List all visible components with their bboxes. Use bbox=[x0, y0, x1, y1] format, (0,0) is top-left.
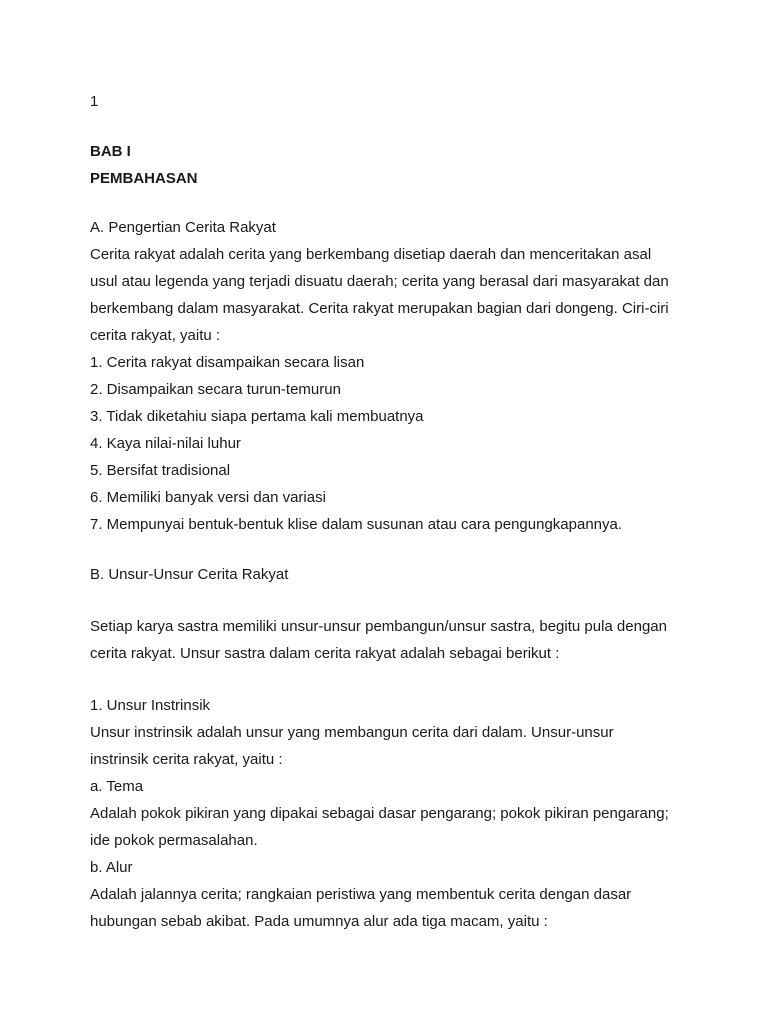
list-item: 4. Kaya nilai-nilai luhur bbox=[90, 435, 241, 452]
tema-heading: a. Tema bbox=[90, 778, 144, 795]
subsection-instrinsik-line: instrinsik cerita rakyat, yaitu : bbox=[90, 751, 283, 768]
tema-line: ide pokok permasalahan. bbox=[90, 832, 258, 849]
list-item: 3. Tidak diketahiu siapa pertama kali membuatnya bbox=[90, 408, 424, 425]
section-b-heading: B. Unsur-Unsur Cerita Rakyat bbox=[90, 566, 289, 583]
subsection-instrinsik-heading: 1. Unsur Instrinsik bbox=[90, 697, 211, 714]
list-item: 1. Cerita rakyat disampaikan secara lisan bbox=[90, 354, 365, 371]
chapter-title: PEMBAHASAN bbox=[90, 170, 198, 187]
subsection-instrinsik-line: Unsur instrinsik adalah unsur yang membangun cerita dari dalam. Unsur-unsur bbox=[90, 724, 614, 741]
page-number: 1 bbox=[90, 93, 99, 110]
section-b-intro-line: Setiap karya sastra memiliki unsur-unsur pembangun/unsur sastra, begitu pula dengan bbox=[90, 618, 667, 635]
list-item: 5. Bersifat tradisional bbox=[90, 462, 231, 479]
section-a-paragraph-line: cerita rakyat, yaitu : bbox=[90, 327, 221, 344]
alur-heading: b. Alur bbox=[90, 859, 133, 876]
tema-line: Adalah pokok pikiran yang dipakai sebagai dasar pengarang; pokok pikiran pengarang; bbox=[90, 805, 669, 822]
list-item: 2. Disampaikan secara turun-temurun bbox=[90, 381, 341, 398]
document-content bbox=[90, 88, 690, 935]
section-b-intro-line: cerita rakyat. Unsur sastra dalam cerita rakyat adalah sebagai berikut : bbox=[90, 645, 560, 662]
section-a-paragraph-line: usul atau legenda yang terjadi disuatu daerah; cerita yang berasal dari masyarakat dan bbox=[90, 273, 669, 290]
alur-line: hubungan sebab akibat. Pada umumnya alur ada tiga macam, yaitu : bbox=[90, 913, 548, 930]
list-item: 6. Memiliki banyak versi dan variasi bbox=[90, 489, 326, 506]
alur-line: Adalah jalannya cerita; rangkaian peristiwa yang membentuk cerita dengan dasar bbox=[90, 886, 632, 903]
list-item: 7. Mempunyai bentuk-bentuk klise dalam susunan atau cara pengungkapannya. bbox=[90, 516, 623, 533]
section-a-paragraph-line: berkembang dalam masyarakat. Cerita rakyat merupakan bagian dari dongeng. Ciri-ciri bbox=[90, 300, 669, 317]
section-a-heading: A. Pengertian Cerita Rakyat bbox=[90, 219, 276, 236]
section-a-paragraph-line: Cerita rakyat adalah cerita yang berkembang disetiap daerah dan menceritakan asal bbox=[90, 246, 652, 263]
chapter-label: BAB I bbox=[90, 143, 131, 160]
